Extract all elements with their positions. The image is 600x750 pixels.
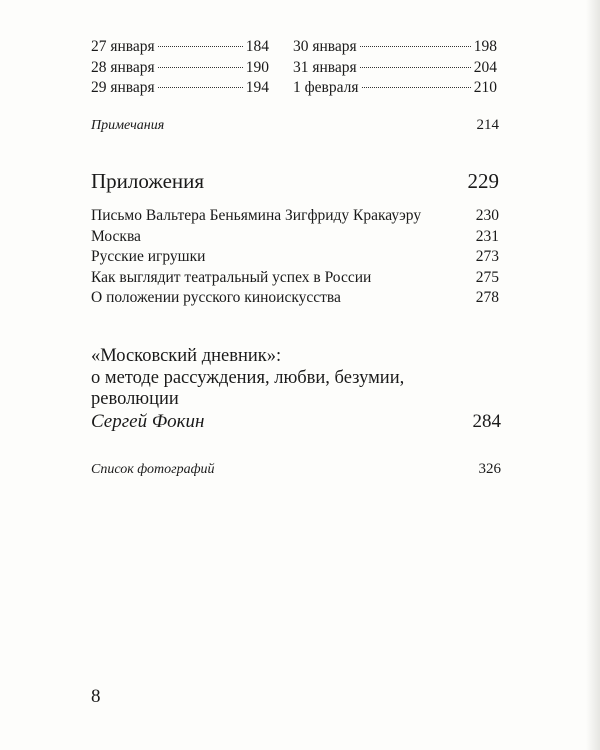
essay-author-row [91, 411, 501, 432]
toc-entry[interactable] [91, 79, 269, 100]
appendix-item-label: Как выглядит театральный успех в России [91, 268, 372, 286]
appendix-item[interactable] [91, 228, 499, 249]
toc-entry-page: 194 [245, 79, 269, 96]
appendix-item[interactable] [91, 289, 499, 310]
toc-entry-page: 210 [473, 79, 497, 96]
essay-author: Сергей Фокин [91, 410, 205, 432]
appendix-item-page: 275 [475, 268, 499, 286]
appendix-item-page: 231 [475, 227, 499, 245]
toc-entry-page: 204 [473, 58, 497, 76]
appendix-item-label: Письмо Вальтера Беньямина Зигфриду Кракауэру [91, 207, 422, 224]
appendix-item-label: О положении русского киноискусства [91, 289, 341, 306]
toc-entry[interactable] [293, 79, 497, 100]
toc-entry-page: 198 [473, 38, 497, 55]
toc-entry[interactable] [91, 59, 269, 80]
page-number: 8 [91, 686, 101, 707]
essay-title-line-3: революции [91, 389, 179, 409]
photos-label: Список фотографий [91, 462, 215, 477]
appendix-item-label: Москва [91, 227, 141, 245]
toc-entry-label: 29 января [91, 79, 155, 96]
essay-title-line-2: о методе рассуждения, любви, безумии, [91, 367, 405, 388]
dates-column-right [293, 38, 497, 100]
appendix-item-page: 278 [475, 289, 499, 306]
appendix-item[interactable] [91, 207, 499, 228]
toc-entry-label: 27 января [91, 38, 155, 55]
appendix-item-label: Русские игрушки [91, 248, 206, 265]
toc-entry-label: 30 января [293, 38, 357, 55]
toc-entry-page: 190 [245, 58, 269, 76]
appendix-list [91, 207, 499, 310]
essay-title-line-1: «Московский дневник»: [91, 346, 282, 366]
toc-entry-label: 28 января [91, 58, 155, 76]
dates-column-left [91, 38, 269, 100]
dot-leader [158, 87, 243, 88]
appendix-page: 229 [467, 169, 499, 193]
appendix-item-page: 273 [475, 248, 499, 265]
photos-entry[interactable] [91, 461, 501, 478]
dot-leader [158, 67, 243, 68]
notes-page: 214 [476, 117, 499, 133]
dot-leader [362, 87, 471, 88]
appendix-item[interactable] [91, 248, 499, 269]
appendix-title: Приложения [91, 169, 205, 193]
dot-leader [158, 46, 243, 47]
toc-entry-page: 184 [245, 38, 269, 55]
toc-entry[interactable] [293, 38, 497, 59]
page-edge [586, 0, 600, 750]
dot-leader [360, 67, 471, 68]
essay-page: 284 [472, 410, 501, 432]
toc-entry-label: 31 января [293, 58, 357, 76]
toc-entry-label: 1 февраля [293, 79, 359, 96]
appendix-item-page: 230 [475, 207, 499, 224]
essay-entry[interactable] [91, 346, 501, 432]
appendix-item[interactable] [91, 269, 499, 290]
dot-leader [360, 46, 471, 47]
appendix-heading[interactable] [91, 169, 499, 194]
notes-entry[interactable] [91, 117, 499, 134]
notes-label: Примечания [91, 118, 165, 133]
toc-entry[interactable] [91, 38, 269, 59]
photos-page: 326 [478, 461, 501, 477]
toc-entry[interactable] [293, 59, 497, 80]
